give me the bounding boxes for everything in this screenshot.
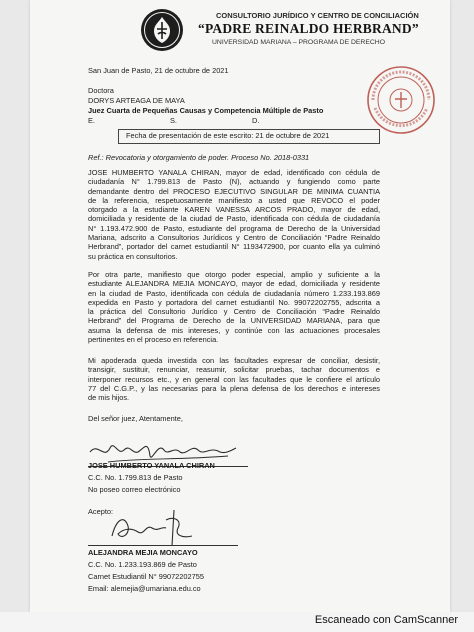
addressee-title: Doctora xyxy=(88,86,114,95)
paragraph-power-grant xyxy=(88,270,380,344)
paragraph-revocation xyxy=(88,168,380,261)
paragraph-revocation-line: N° 1.193.472.900 de Pasto, estudiante del programa de Derecho de la Universidad xyxy=(88,223,380,233)
header-line-3: UNIVERSIDAD MARIANA – PROGRAMA DE DERECHO xyxy=(212,39,385,46)
paragraph-power-grant-line: pertinentes en el proceso en referencia. xyxy=(88,335,219,345)
paragraph-power-grant-line: Por otra parte, manifiesto que otorgo poder especial, amplio y suficiente a la xyxy=(88,270,380,279)
header-title: “PADRE REINALDO HERBRAND” xyxy=(198,21,419,36)
university-shield-logo-icon xyxy=(140,8,184,52)
paragraph-revocation-line: Mariana, adscrito a Consultorios Jurídicos y Centro de Conciliación “Padre Reinaldo xyxy=(88,233,380,243)
paragraph-faculties-line: de mis hijos. xyxy=(88,393,130,403)
paragraph-revocation-line: de la referencia, respetuosamente manifiesto a usted que REVOCO el poder xyxy=(88,195,380,205)
paragraph-revocation-line: otorgado a la estudiante KAREN VANESSA ARCOS PRADO, mayor de edad, xyxy=(88,205,380,215)
paragraph-power-grant-line: Herbrand” del Programa de Derecho de la UNIVERSIDAD MARIANA, para que xyxy=(88,316,380,326)
paragraph-revocation-line: domiciliada y residente de la ciudad de Pasto, identificada con cédula de ciudadanía xyxy=(88,214,380,224)
scanner-footer-text: Escaneado con CamScanner xyxy=(314,614,458,626)
paragraph-revocation-line: Herbrand”, portador del carnet estudiantil N° 1193472900, por cuanto ella ya culminó xyxy=(88,242,380,252)
paragraph-power-grant-line: expedida en Pasto y portadora del carnet estudiantil No. 99072202755, adscrita a xyxy=(88,297,380,307)
addressee-court: Juez Cuarta de Pequeñas Causas y Competencia Múltiple de Pasto xyxy=(88,106,324,115)
signature-2-line xyxy=(88,545,238,546)
paragraph-faculties-line: interponer recursos etc., y en general con las facultades que le confiere el artículo xyxy=(88,374,380,384)
signer-1-cc: C.C. No. 1.799.813 de Pasto xyxy=(88,473,183,482)
signer-2-email: Email: alemejia@umariana.edu.co xyxy=(88,584,201,593)
document-page xyxy=(30,0,450,612)
addressee-d: D. xyxy=(252,116,260,125)
reference-line: Ref.: Revocatoria y otorgamiento de poder. Proceso No. 2018-0331 xyxy=(88,153,310,162)
official-stamp-seal xyxy=(365,64,437,136)
signer-2-carnet: Carnet Estudiantil N° 99072202755 xyxy=(88,572,204,581)
paragraph-faculties-line: Mi apoderada queda investida con las facultades expresar de conciliar, desistir, xyxy=(88,356,380,365)
signer-1-email-note: No poseo correo electrónico xyxy=(88,485,181,494)
header-line-1: CONSULTORIO JURÍDICO Y CENTRO DE CONCILIACIÓN xyxy=(216,11,419,20)
paragraph-faculties-line: 77 del C.G.P., y las necesarias para la plena defensa de los derechos e intereses xyxy=(88,383,380,393)
paragraph-power-grant-line: asuma la defensa de mis intereses, y continúe con las actuaciones procesales xyxy=(88,325,380,335)
paragraph-faculties-line: transigir, sustituir, renunciar, reasumir, solicitar pruebas, tachar documentos e xyxy=(88,365,380,375)
paragraph-revocation-line: ciudadanía N° 1.799.813 de Pasto (N), actuando y fungiendo como parte xyxy=(88,177,380,187)
paragraph-revocation-line: su práctica en consultorios. xyxy=(88,251,178,261)
paragraph-revocation-line: demandante dentro del PROCESO EJECUTIVO SINGULAR DE MINIMA CUANTIA xyxy=(88,186,380,196)
signer-2-name: ALEJANDRA MEJIA MONCAYO xyxy=(88,548,198,557)
filing-date-text: Fecha de presentación de este escrito: 21 de octubre de 2021 xyxy=(126,131,330,140)
paragraph-power-grant-line: estudiante ALEJANDRA MEJIA MONCAYO, mayor de edad, domiciliada y residente xyxy=(88,279,380,289)
addressee-name: DORYS ARTEAGA DE MAYA xyxy=(88,96,185,105)
addressee-s: S. xyxy=(170,116,177,125)
paragraph-power-grant-line: en la ciudad de Pasto, identificada con cédula de ciudadanía número 1.233.193.869 xyxy=(88,288,380,298)
paragraph-faculties xyxy=(88,356,380,402)
paragraph-revocation-line: JOSE HUMBERTO YANALA CHIRAN, mayor de edad, identificado con cédula de xyxy=(88,168,380,177)
accept-label: Acepto: xyxy=(88,507,114,516)
signer-2-cc: C.C. No. 1.233.193.869 de Pasto xyxy=(88,560,197,569)
addressee-e: E. xyxy=(88,116,95,125)
signature-2-handwritten xyxy=(108,506,198,548)
closing-line: Del señor juez, Atentamente, xyxy=(88,414,183,423)
signer-1-name: JOSE HUMBERTO YANALA CHIRAN xyxy=(88,461,215,470)
date-line: San Juan de Pasto, 21 de octubre de 2021 xyxy=(88,66,229,75)
paragraph-power-grant-line: la práctica del Consultorio Jurídico y Centro de Conciliación “Padre Reinaldo xyxy=(88,307,380,317)
